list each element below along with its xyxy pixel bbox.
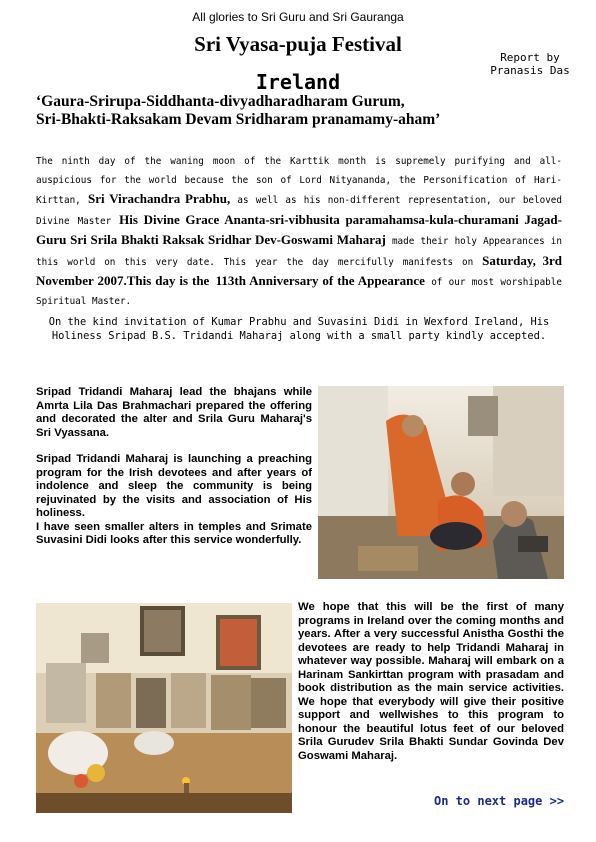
intro-paragraph	[36, 153, 562, 311]
intro-text-3: made their holy Appearances in this world on this very date. This year the day mercifully manifests on	[36, 236, 562, 268]
photo-devotees-preparing	[318, 386, 564, 579]
intro-text-4: of our most worshipable Spiritual Master.	[36, 277, 562, 307]
left-paragraph-3: I have seen smaller alters in temples and Srimate Suvasini Didi looks after this service wonderfully.	[36, 520, 312, 546]
mantra-line-2: Sri-Bhakti-Raksakam Devam Sridharam pranamamy-aham’	[36, 111, 441, 128]
report-author: Pranasis Das	[490, 64, 570, 77]
mantra-line-1: ‘Gaura-Srirupa-Siddhanta-divyadharadharam Gurum,	[36, 93, 405, 110]
intro-bold-3: Saturday, 3rd November 2007.	[36, 252, 562, 288]
left-paragraph-1: Sripad Tridandi Maharaj lead the bhajans while Amrta Lila Das Brahmachari prepared the offering and decorated the alter and Srila Guru Maharaj's Sri Vyassana.	[36, 386, 312, 439]
intro-bold-3b: This day is the	[126, 273, 210, 288]
intro-bold-4: 113th Anniversary of the Appearance	[215, 273, 425, 288]
left-column-text	[36, 386, 312, 548]
page-title: Sri Vyasa-puja Festival	[194, 32, 402, 56]
left-paragraph-2: Sripad Tridandi Maharaj is launching a preaching program for the Irish devotees and after years of indolence and sleep the community is being rejuvinated by the visits and association of His holiness.	[36, 453, 312, 519]
intro-bold-1: Sri Virachandra Prabhu,	[87, 191, 231, 206]
right-column-text: We hope that this will be the first of many programs in Ireland over the coming months and years. After a very successful Anistha Gosthi the devotees are ready to help Tridandi Maharaj in whatever way possible. Maharaj will embark on a Harinam Sankirttan program with prasadam and book distribution as the main service activities. We hope that everybody will give their positive support and wellwishes to this program to honour the beautiful lotus feet of our beloved Srila Gurudev Srila Bhakti Sundar Govinda Dev Goswami Maharaj.	[298, 601, 564, 762]
invitation-text: On the kind invitation of Kumar Prabhu and Suvasini Didi in Wexford Ireland, His Holiness Sripad B.S. Tridandi Maharaj along with a small party kindly accepted.	[48, 316, 550, 342]
intro-text-2: as well as his non-different representation, our beloved Divine Master	[36, 195, 563, 227]
intro-bold-2: His Divine Grace Ananta-sri-vibhusita paramahamsa-kula-churamani Jagad-Guru Sri Srila Bhakti Raksak Sridhar Dev-Goswami Maharaj	[36, 211, 562, 247]
header-glories: All glories to Sri Guru and Sri Gauranga	[192, 10, 404, 24]
report-by-label: Report by	[500, 51, 560, 64]
intro-text-1: The ninth day of the waning moon of the Karttik month is supremely purifying and all-auspicious for the world because the son of Lord Nityananda, the Personification of Hari-Kirttan,	[36, 156, 562, 206]
photo-altar-vyasasana	[36, 603, 292, 813]
country-heading: Ireland	[255, 70, 341, 94]
pranam-mantra	[36, 93, 576, 129]
next-page-link[interactable]: On to next page >>	[434, 794, 565, 808]
